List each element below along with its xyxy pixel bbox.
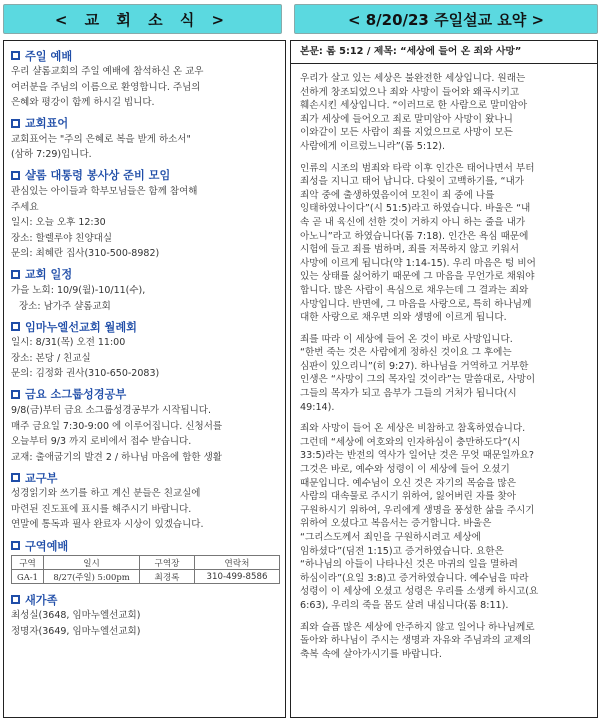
sermon-line: 그들의 목자가 되고 음부가 그들의 거처가 됩니다(시 [300,388,517,400]
sermon-line: 돌아와 하나님이 주시는 생명과 자유와 주님과의 교제의 [300,635,532,647]
sermon-line: 사망입니다. 반면에, 그 마음을 사랑으로, 특히 하나님께 [300,298,532,310]
section-title-text: 임마누엘선교회 월례회 [25,320,137,334]
news-line: 장소: 남가주 샬롬교회 [19,300,111,312]
news-line: 우리 샬롬교회의 주일 예배에 참석하신 온 교우 [11,66,204,77]
news-line: 9/8(금)부터 금요 소그룹성경공부가 시작됩니다. [11,404,211,416]
sermon-column [290,40,598,718]
checkbox-square-icon [11,390,20,399]
table-row [12,570,280,584]
news-line: 오늘부터 9/3 까지 로비에서 접수 받습니다. [11,436,192,448]
news-section-title [11,168,278,183]
checkbox-square-icon [11,595,20,604]
zone-worship-table [11,555,280,584]
sermon-line: 합니다. 많은 사람이 욕심으로 채우는데 그 결과는 죄와 [300,284,529,296]
news-line: 장소: 할렐루야 친양대실 [11,232,113,244]
sermon-line: 그런데 “세상에 여호와의 인자하심이 충만하도다”(시 [300,436,521,448]
sermon-line: “그리스도께서 죄인을 구원하시려고 세상에 [300,532,481,543]
news-section-title [11,116,278,131]
sermon-line: 사망에 이르게 됩니다(약 1:14-15). 우리 마음은 텅 비어 [300,257,536,269]
news-line: 성경읽기와 쓰기를 하고 계신 분들은 친교실에 [11,488,201,500]
sermon-paragraph [300,162,591,325]
section-title-text: 금요 소그룹성경공부 [25,388,127,402]
sermon-line: 때문입니다. 예수님이 오신 것은 자기의 목숨을 많은 [300,477,516,489]
sermon-line: 이와같이 모든 사람이 죄를 지었으므로 사망이 모든 [300,127,513,139]
sermon-line: 시험에 들고 죄를 범하며, 죄를 저목하지 않고 키워서 [300,244,520,256]
sermon-line: 축복 속에 살아가시기를 바랍니다. [300,648,442,660]
news-line: 교재: 출애굽기의 발견 2 / 하나님 마음에 합한 생활 [11,451,222,463]
sermon-paragraph [300,333,591,415]
sermon-line: 33:5)라는 반전의 역사가 일어난 것은 무엇 때문일까요? [300,450,535,462]
news-line: 주세요 [11,201,39,213]
news-line: 교회표어는 "주의 은혜로 복을 받게 하소서" [11,133,191,145]
news-line: 마련된 진도표에 표시를 해주시기 바랍니다. [11,503,192,515]
sermon-line: 있는 상태를 싫어하기 때문에 그 마음을 무언가로 채워야 [300,271,535,283]
sermon-paragraph [300,422,591,612]
sermon-line: 사람에게 이르렀느니라”(롬 5:12). [300,140,446,152]
news-list [11,48,278,533]
news-section-title [11,267,278,282]
sermon-line: 성령이 이 세상에 오셨고 성령은 우리를 소생케 하시고(요 [300,586,539,598]
sermon-line: 훼손시킨 세상입니다. “이러므로 한 사람으로 말미암아 [300,100,528,112]
news-line: 가을 노회: 10/9(월)-10/11(수), [11,284,146,296]
sermon-paragraph [300,72,591,154]
news-section-title [11,48,278,63]
checkbox-square-icon [11,322,20,331]
new-family-member: 최성실(3648, 임마누엘선교회) [11,610,141,622]
column-header: 연락처 [195,556,280,570]
table-cell: 최경록 [140,570,195,584]
sermon-line: 선하게 창조되었으나 죄와 사망이 들어와 왜곡시키고 [300,86,520,98]
news-section-title [11,319,278,334]
sermon-line: 하심이라”(요일 3:8)고 증거하였습니다. 예수님을 따라 [300,572,529,584]
sermon-line: 임하셨다”(딤전 1:15)고 증거하였습니다. 요한은 [300,545,504,557]
church-news-column [3,40,286,718]
section-title-text: 주일 예배 [25,49,73,63]
sermon-line: “한번 죽는 것은 사람에게 정하신 것이요 그 후에는 [300,347,512,359]
checkbox-square-icon [11,270,20,279]
sermon-line: 49:14). [300,401,335,413]
sermon-line: 그것은 바로, 예수와 성령이 이 세상에 들어 오셨기 [300,464,510,476]
sermon-line: 죄를 따라 이 세상에 들어 온 것이 바로 사망입니다. [300,333,513,345]
new-family-title [11,592,278,607]
news-line: 은혜와 평강이 함께 하시길 빕니다. [11,97,155,109]
news-line: 매주 금요일 7:30-9:00 에 이루어집니다. 신청서를 [11,420,223,432]
column-header: 일시 [44,556,140,570]
sermon-line: 위하여 오셨다고 복음서는 증거합니다. 바울은 [300,518,492,530]
sermon-line: 대한 사랑으로 채우면 의와 생명에 이르게 됩니다. [300,312,507,324]
table-cell: 8/27(주일) 5:00pm [44,570,140,584]
sermon-line: 심판이 있으리니”(히 9:27). 하나님을 거역하고 거부한 [300,360,529,372]
checkbox-square-icon [11,473,20,482]
sermon-paragraph [300,621,591,662]
section-title-text: 구역예배 [25,539,69,553]
sermon-line: 죄악 중에 출생하였음이여 모친이 죄 중에 나를 [300,189,495,201]
sermon-line: 구원하시기 위하여, 우리에게 생명을 풍성한 삶을 주시기 [300,504,535,516]
news-line: (삼하 7:29)입니다. [11,149,92,161]
divider [291,63,597,64]
news-line: 일시: 8/31(목) 오전 11:00 [11,337,126,349]
news-line: 일시: 오늘 오후 12:30 [11,217,106,229]
table-header-row [12,556,280,570]
sermon-line: 인류의 시조의 범죄와 타락 이후 인간은 태어나면서 부터 [300,162,535,174]
checkbox-square-icon [11,541,20,550]
news-section-title [11,470,278,485]
sermon-line: 6:63), 우리의 죽을 몸도 살려 내십니다(롬 8:11). [300,599,509,611]
checkbox-square-icon [11,51,20,60]
column-header: 구역장 [140,556,195,570]
sermon-line: 우리가 살고 있는 세상은 불완전한 세상입니다. 원래는 [300,73,526,84]
section-title-text: 새가족 [25,593,58,607]
sermon-line: 사람의 대속물로 주시기 위하여, 잃어버린 자를 찾아 [300,491,516,503]
section-title-text: 교회 일정 [25,268,73,282]
news-section-title [11,387,278,402]
news-line: 관심있는 아이들과 학부모님들은 함께 참여해 [11,185,198,197]
sermon-line: 인생은 “사망이 그의 목자일 것이라”는 말씀대로, 사망이 [300,374,536,386]
section-title-text: 샬롬 대통령 봉사상 준비 모임 [25,169,171,183]
church-news-header: < 교 회 소 식 > [3,4,282,34]
checkbox-square-icon [11,119,20,128]
section-title-text: 교회표어 [25,117,69,131]
column-header: 구역 [12,556,44,570]
news-line: 여러분을 주님의 이름으로 환영합니다. 주님의 [11,81,201,93]
sermon-line: “하나님의 아들이 나타나신 것은 마귀의 일을 멸하려 [300,559,518,571]
news-line: 문의: 김정화 권사(310-650-2083) [11,368,160,380]
sermon-line: 죄가 세상에 들어오고 죄로 말미암아 사망이 왔나니 [300,113,513,125]
table-cell: GA-1 [12,570,44,584]
sermon-body [300,72,591,661]
news-line: 연말에 통독과 필사 완료자 시상이 있겠습니다. [11,519,204,531]
sermon-title: 본문: 롬 5:12 / 제목: “세상에 들어 온 죄와 사망” [300,46,522,57]
sermon-line: 죄와 슬픔 많은 세상에 안주하지 않고 일어나 하나님께로 [300,621,535,633]
sermon-line: 속 곧 내 육신에 선한 것이 거하지 아니 하는 줄을 내가 [300,216,526,228]
sermon-line: 잉태하였나이다”(시 51:5)라고 하였습니다. 바울은 “내 [300,203,531,215]
checkbox-square-icon [11,171,20,180]
section-title-text: 교구부 [25,471,58,485]
news-line: 문의: 최혜란 집사(310-500-8982) [11,248,160,260]
new-family-member: 정명자(3649, 임마누엘선교회) [11,625,141,637]
sermon-line: 죄와 사망이 들어 온 세상은 비참하고 참혹하였습니다. [300,423,526,435]
sermon-summary-header: < 8/20/23 주일설교 요약 > [294,4,598,34]
table-cell: 310-499-8586 [195,570,280,584]
sermon-line: 아노니”라고 하였습니다(롬 7:18). 인간은 욕심 때문에 [300,230,529,242]
sermon-line: 죄성을 지니고 태어 납니다. 다윗이 고백하기를, “내가 [300,176,524,188]
zone-worship-title [11,538,278,553]
news-line: 장소: 본당 / 친교실 [11,352,91,364]
